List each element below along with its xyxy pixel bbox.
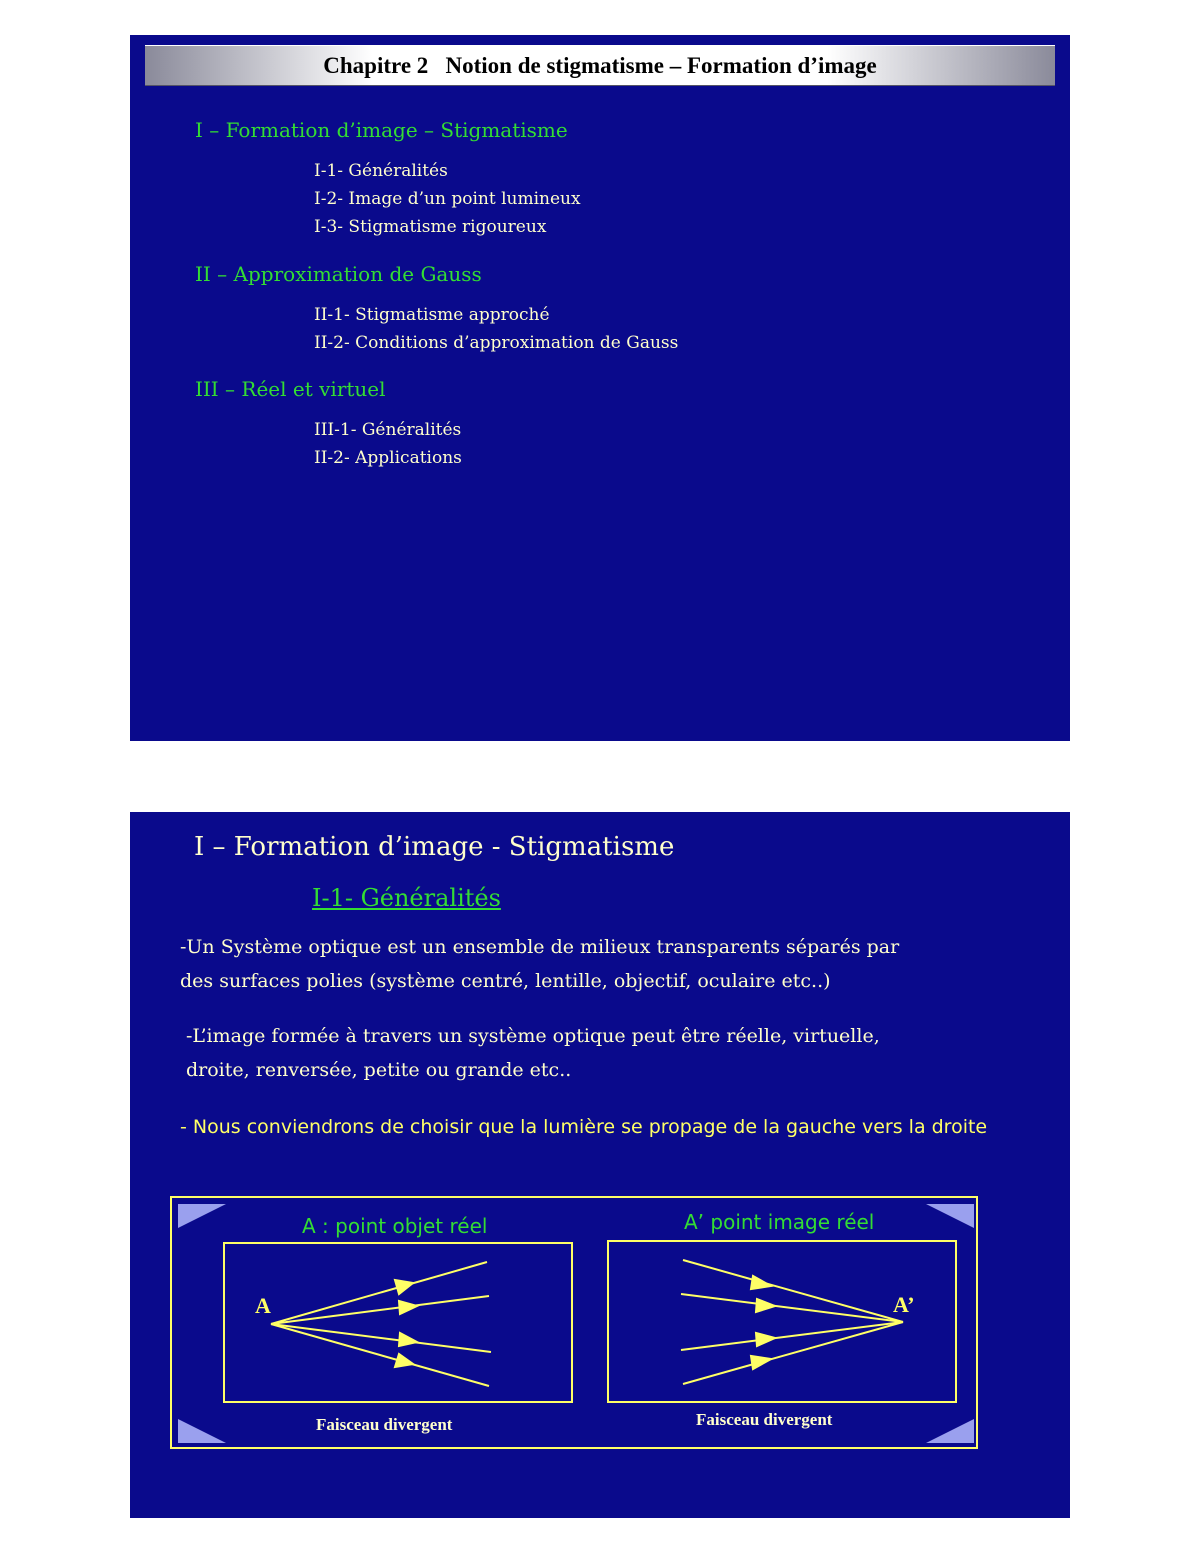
corner-triangle-icon xyxy=(926,1204,974,1228)
slide-subtitle: I-1- Généralités xyxy=(312,884,501,912)
left-box-caption: Faisceau divergent xyxy=(316,1415,453,1434)
section-item: II-1- Stigmatisme approché xyxy=(314,305,550,325)
section-heading-1: I – Formation d’image – Stigmatisme xyxy=(195,118,568,142)
slide-contents xyxy=(130,35,1070,741)
corner-triangle-icon xyxy=(178,1419,226,1443)
diagram-frame xyxy=(170,1196,978,1449)
right-diagram-box xyxy=(607,1240,957,1403)
point-a-prime-label: A’ xyxy=(893,1292,915,1317)
section-heading-3: III – Réel et virtuel xyxy=(195,377,386,401)
section-item: I-1- Généralités xyxy=(314,161,448,181)
paragraph-line: -L’image formée à travers un système optique peut être réelle, virtuelle, xyxy=(186,1025,880,1047)
right-box-label: A’ point image réel xyxy=(684,1210,875,1234)
section-heading-2: II – Approximation de Gauss xyxy=(195,262,482,286)
paragraph-line: droite, renversée, petite ou grande etc.. xyxy=(186,1059,572,1081)
slide-generalites xyxy=(130,812,1070,1518)
right-box-caption: Faisceau divergent xyxy=(696,1410,833,1429)
diverging-rays-diagram xyxy=(225,1244,571,1401)
section-item: I-2- Image d’un point lumineux xyxy=(314,189,581,209)
corner-triangle-icon xyxy=(926,1419,974,1443)
corner-triangle-icon xyxy=(178,1204,226,1228)
paragraph-1 xyxy=(180,930,899,998)
section-item: I-3- Stigmatisme rigoureux xyxy=(314,217,547,237)
section-item: III-1- Généralités xyxy=(314,420,462,440)
paragraph-2 xyxy=(186,1019,880,1087)
point-a-label: A xyxy=(255,1293,271,1318)
paragraph-3: - Nous conviendrons de choisir que la lumière se propage de la gauche vers la droite xyxy=(180,1116,988,1138)
slide-title: I – Formation d’image - Stigmatisme xyxy=(194,832,675,862)
chapter-title-bar xyxy=(145,45,1055,86)
left-box-label: A : point objet réel xyxy=(302,1214,488,1238)
left-diagram-box xyxy=(223,1242,573,1403)
paragraph-line: des surfaces polies (système centré, lentille, objectif, oculaire etc..) xyxy=(180,970,831,992)
section-item: II-2- Applications xyxy=(314,448,462,468)
converging-rays-diagram xyxy=(609,1242,955,1401)
chapter-title: Chapitre 2 Notion de stigmatisme – Formation d’image xyxy=(323,52,877,78)
section-item: II-2- Conditions d’approximation de Gauss xyxy=(314,333,679,353)
paragraph-line: -Un Système optique est un ensemble de milieux transparents séparés par xyxy=(180,936,900,958)
